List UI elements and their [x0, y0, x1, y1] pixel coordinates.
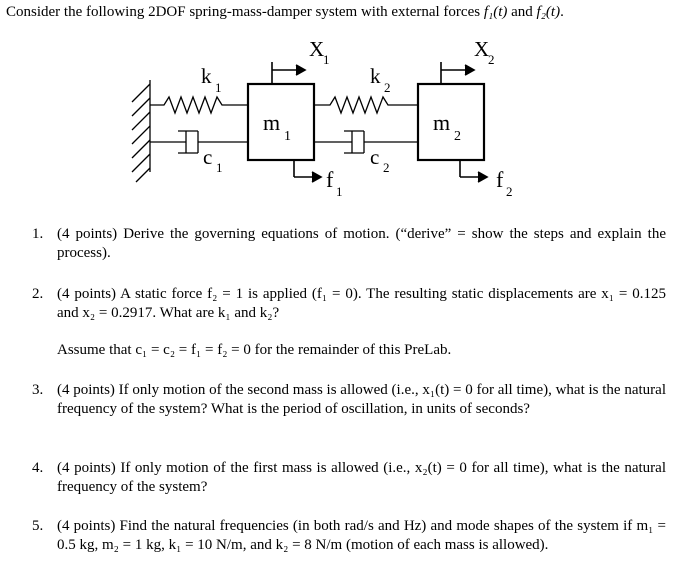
label-f2-sub: 2: [506, 184, 513, 199]
fixed-wall: [132, 80, 150, 182]
spring-mass-damper-diagram: [0, 0, 673, 215]
question-number: 3.: [32, 382, 44, 398]
label-m2-sub: 2: [454, 129, 461, 144]
displacement-arrow-x1: [272, 62, 305, 84]
question-text: (4 points) If only motion of the second mass is allowed (i.e., x₁(t) = 0 for all time), what is the natural frequency of the system? What is the period of oscillation, in units of seconds?: [57, 382, 666, 417]
label-c1: c: [203, 145, 213, 169]
question-text: (4 points) A static force f₂ = 1 is applied (f₁ = 0). The resulting static displacements are x₁ = 0.125 and x₂ = 0.2917. What are k₁ and k₂?: [57, 286, 666, 321]
label-m2: m: [433, 110, 451, 135]
question-number: 1.: [32, 226, 44, 242]
displacement-arrow-x2: [441, 62, 474, 84]
question-number: 4.: [32, 460, 44, 476]
damper-c1: [150, 131, 248, 153]
question-text: (4 points) If only motion of the first mass is allowed (i.e., x₂(t) = 0 for all time), what is the natural frequency of the system?: [57, 460, 666, 495]
problem-intro: Consider the following 2DOF spring-mass-damper system with external forces f₁(t) and f₂(t).: [6, 4, 564, 20]
label-x1-sub: 1: [323, 52, 330, 67]
question-number: 2.: [32, 286, 44, 302]
question-text: (4 points) Find the natural frequencies (in both rad/s and Hz) and mode shapes of the system if m₁ = 0.5 kg, m₂ = 1 kg, k₁ = 10 N/m, and k₂ = 8 N/m (motion of each mass is allowed).: [57, 518, 666, 553]
label-x2-sub: 2: [488, 52, 495, 67]
label-k1: k: [201, 64, 212, 88]
label-x2: X: [474, 37, 490, 61]
question-number: 5.: [32, 518, 44, 534]
label-c2: c: [370, 145, 380, 169]
assumption-note: Assume that c₁ = c₂ = f₁ = f₂ = 0 for the remainder of this PreLab.: [57, 342, 452, 358]
label-k1-sub: 1: [215, 80, 222, 95]
force-arrow-f2: [460, 160, 487, 182]
label-f2: f: [496, 167, 504, 192]
label-k2-sub: 2: [384, 80, 391, 95]
damper-c2: [314, 131, 418, 153]
mass-m1-block: [248, 84, 314, 160]
question-text: (4 points) Derive the governing equations of motion. (“derive” = show the steps and explain the process).: [57, 226, 666, 261]
mass-m2-block: [418, 84, 484, 160]
spring-k2: [314, 97, 418, 113]
label-f1-sub: 1: [336, 184, 343, 199]
label-c2-sub: 2: [383, 160, 390, 175]
spring-k1: [150, 97, 248, 113]
label-k2: k: [370, 64, 381, 88]
label-f1: f: [326, 167, 334, 192]
label-c1-sub: 1: [216, 160, 223, 175]
label-m1-sub: 1: [284, 129, 291, 144]
label-m1: m: [263, 110, 281, 135]
label-x1: X: [309, 37, 325, 61]
force-arrow-f1: [294, 160, 321, 182]
